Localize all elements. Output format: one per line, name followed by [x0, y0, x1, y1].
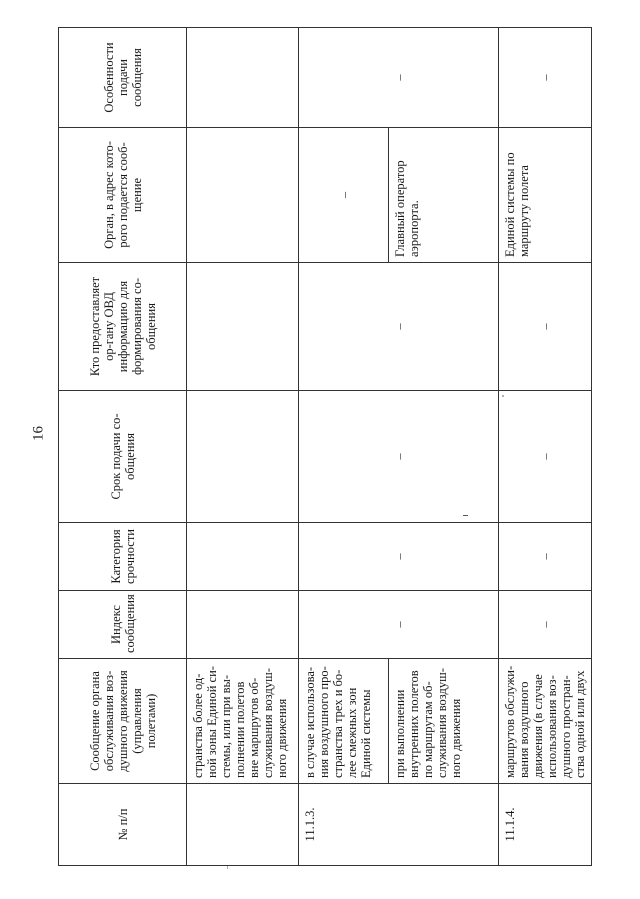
row-num: 11.1.4.	[499, 784, 592, 866]
header-recipient: Орган, в адрес кото-рого подается сооб-щение	[59, 128, 187, 263]
header-num: № п/п	[59, 784, 187, 866]
row-message: странства более од-ной зоны Единой си-стемы, или при вы-полнении полетов вне маршрутов об-служивания воздуш-ного движения	[187, 659, 299, 784]
page-number: 16	[30, 426, 47, 441]
row-recipient: Единой системы по маршруту полета	[499, 128, 592, 263]
header-category: Категория срочности	[59, 523, 187, 591]
header-message: Сообщение органа обслуживания воз-душного движения (управления полетами)	[59, 659, 187, 784]
table-row	[299, 28, 389, 866]
header-deadline: Срок подачи со-общения	[59, 391, 187, 523]
document-table-wrapper	[58, 28, 587, 866]
row-category	[187, 523, 299, 591]
row-message: маршрутов обслужи-вания воздушного движения (в случае использования воз-душного простран-ства одной или двух	[499, 659, 592, 784]
row-features: –	[499, 28, 592, 128]
row-deadline: –	[299, 391, 499, 523]
row-deadline	[187, 391, 299, 523]
table-row	[187, 28, 299, 866]
row-num	[187, 784, 299, 866]
row-sub-recipient: Главный оператор аэропорта.	[389, 128, 499, 263]
row-recipient: –	[299, 128, 389, 263]
row-deadline: –	[499, 391, 592, 523]
row-sub-message: при выполнении внутренних полетов по маршрутам об-служивания воздуш-ного движения	[389, 659, 499, 784]
row-category: –	[499, 523, 592, 591]
table-row	[499, 28, 592, 866]
row-index: –	[299, 591, 499, 659]
row-message: в случае использова-ния воздушного про-странства трех и бо-лее смежных зон Единой системы	[299, 659, 389, 784]
row-num: 11.1.3.	[299, 784, 499, 866]
header-index: Индекс сообщения	[59, 591, 187, 659]
row-features: –	[299, 28, 499, 128]
messages-table	[58, 27, 592, 866]
row-recipient	[187, 128, 299, 263]
row-index	[187, 591, 299, 659]
row-index: –	[499, 591, 592, 659]
row-provider: –	[499, 263, 592, 391]
header-features: Особенности подачи сообщения	[59, 28, 187, 128]
row-category: –	[299, 523, 499, 591]
rotated-table-frame	[58, 28, 587, 866]
scan-speck	[502, 395, 504, 397]
scan-mark	[463, 515, 468, 516]
row-provider	[187, 263, 299, 391]
scan-speck	[227, 866, 228, 869]
row-provider: –	[299, 263, 499, 391]
header-provider: Кто предоставляет ор-гану ОВД информацию для формирования со-общения	[59, 263, 187, 391]
row-features	[187, 28, 299, 128]
table-header-row	[59, 28, 187, 866]
